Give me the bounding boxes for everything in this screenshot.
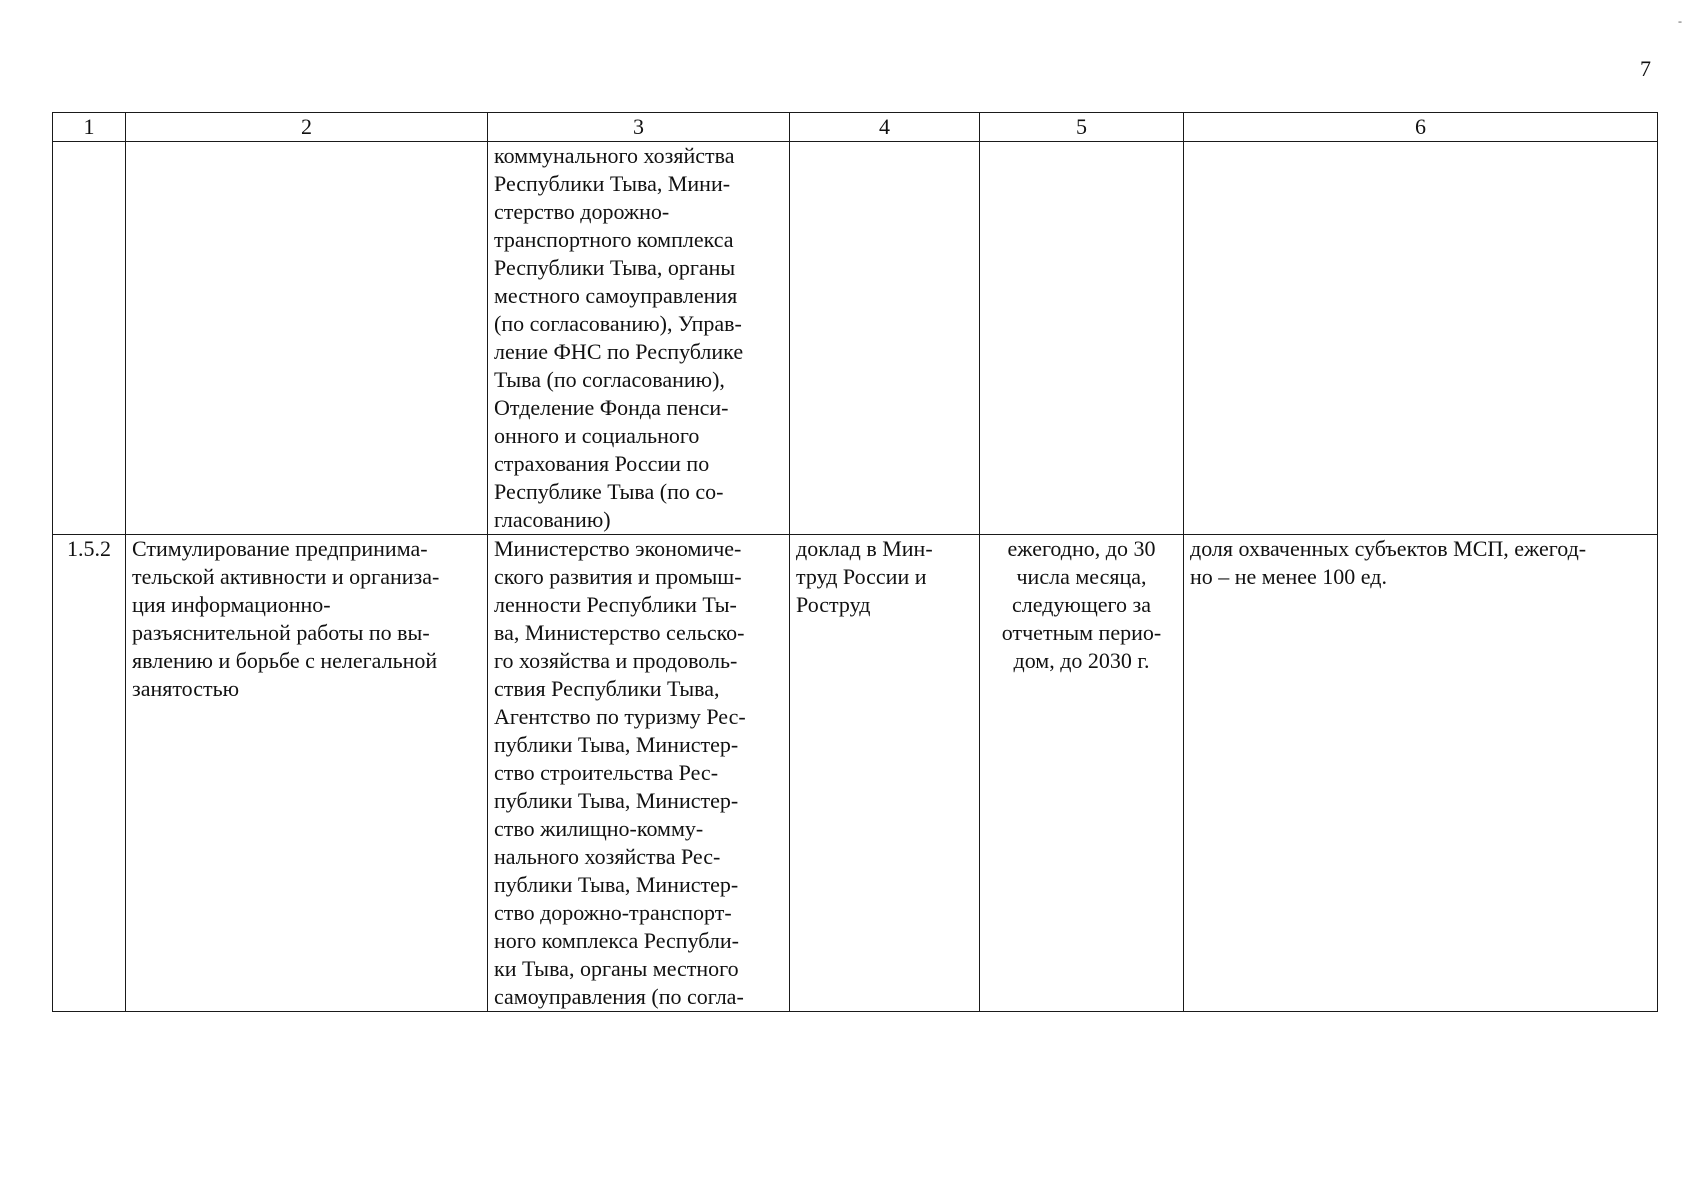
table-header [53,113,1658,142]
measure-name-cell [126,142,488,535]
table-row [53,535,1658,1012]
row-number-cell [53,142,126,535]
indicator-cell: доля охваченных субъектов МСП, ежегод- но – не менее 100 ед. [1184,535,1658,1012]
page-number: 7 [1640,56,1651,81]
corner-mark: - [1678,14,1682,28]
header-col-5: 5 [980,113,1184,142]
deadline-cell [980,142,1184,535]
header-col-2: 2 [126,113,488,142]
header-col-1: 1 [53,113,126,142]
measures-table [52,112,1658,1012]
row-number-cell: 1.5.2 [53,535,126,1012]
table-row [53,142,1658,535]
header-col-3: 3 [488,113,790,142]
executors-cell: коммунального хозяйства Республики Тыва, Мини- стерство дорожно- транспортного комплекса Республики Тыва, органы местного самоуправления (по согласованию), Управ- ление ФНС по Республике Тыва (по согласованию), Отделение Фонда пенси- онного и социального страхования России по Республике Тыва (по со- гласованию) [488,142,790,535]
header-col-4: 4 [790,113,980,142]
header-col-6: 6 [1184,113,1658,142]
measure-name-cell: Стимулирование предпринима- тельской активности и организа- ция информационно- разъяснительной работы по вы- явлению и борьбе с нелегальной занятостью [126,535,488,1012]
indicator-cell [1184,142,1658,535]
deadline-cell: ежегодно, до 30 числа месяца, следующего за отчетным перио- дом, до 2030 г. [980,535,1184,1012]
report-form-cell [790,142,980,535]
report-form-cell: доклад в Мин- труд России и Роструд [790,535,980,1012]
executors-cell: Министерство экономиче- ского развития и промыш- ленности Республики Ты- ва, Министерство сельско- го хозяйства и продоволь- ствия Республики Тыва, Агентство по туризму Рес- публики Тыва, Министер- ство строительства Рес- публики Тыва, Министер- ство жилищно-комму- нального хозяйства Рес- публики Тыва, Министер- ство дорожно-транспорт- ного комплекса Республи- ки Тыва, органы местного самоуправления (по согла- [488,535,790,1012]
